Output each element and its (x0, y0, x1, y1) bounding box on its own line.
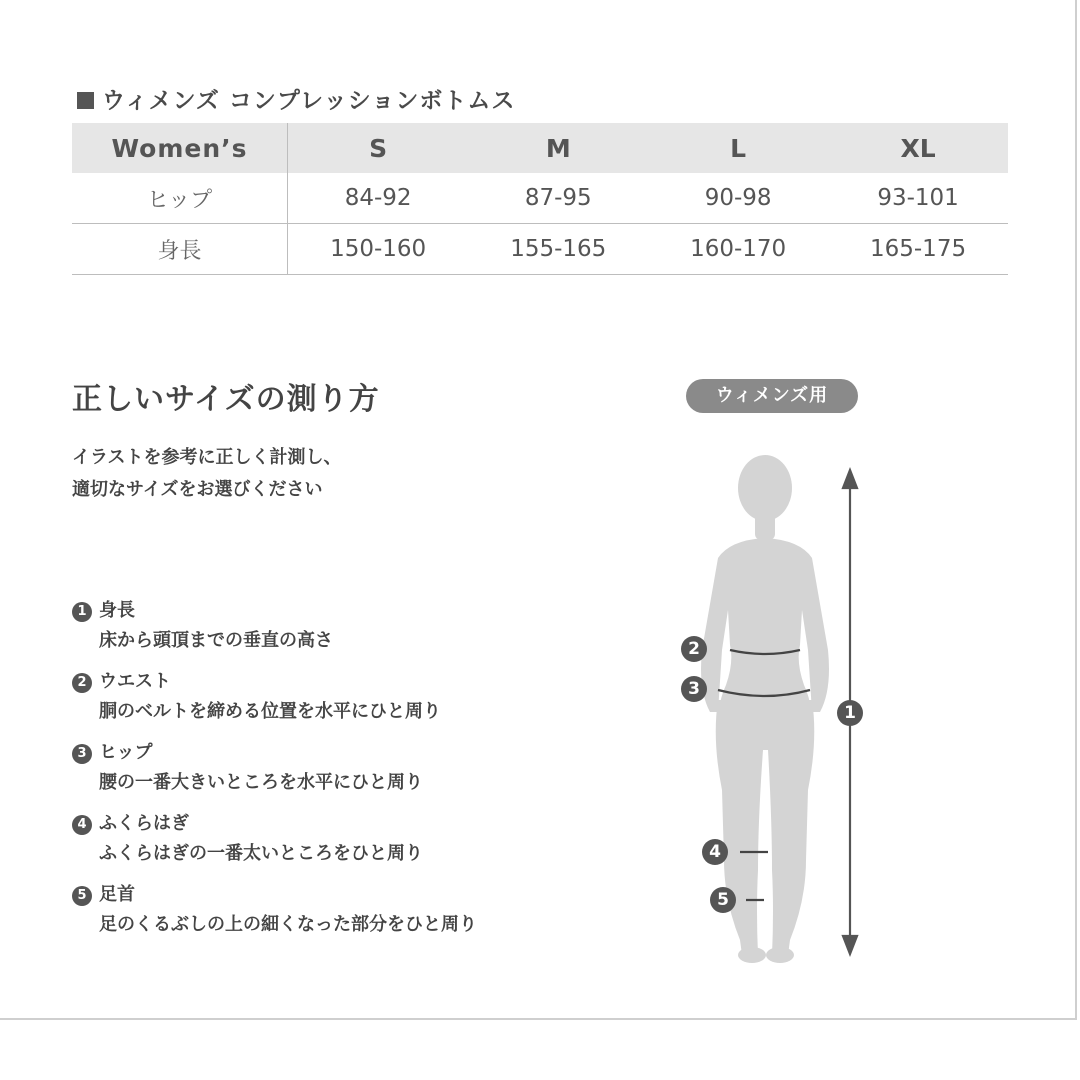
table-row-hip (72, 173, 1008, 224)
table-cell: 160-170 (690, 236, 787, 262)
step-description: ふくらはぎの一番太いところをひと周り (99, 843, 423, 864)
row-label-hip: ヒップ (72, 173, 288, 224)
product-title (77, 82, 515, 115)
womens-badge: ウィメンズ用 (686, 379, 858, 413)
step-number-icon: 2 (72, 673, 92, 693)
table-cell: 93-101 (877, 185, 959, 211)
step-label: ヒップ (99, 742, 153, 763)
product-title-text: ウィメンズ コンプレッションボトムス (102, 88, 516, 114)
step-hip (72, 738, 477, 809)
step-number-icon: 3 (72, 744, 92, 764)
female-silhouette-icon (660, 440, 920, 980)
header-cell-xl: XL (828, 123, 1008, 173)
callout-ankle-icon: 5 (710, 887, 736, 913)
table-row-height (72, 224, 1008, 275)
header-cell-s: S (288, 123, 469, 173)
callout-height-icon: 1 (837, 700, 863, 726)
step-description: 腰の一番大きいところを水平にひと周り (99, 772, 423, 793)
step-description: 足のくるぶしの上の細くなった部分をひと周り (99, 914, 477, 935)
step-ankle (72, 880, 477, 951)
howto-intro (72, 442, 341, 506)
table-cell: 90-98 (704, 185, 772, 211)
step-description: 床から頭頂までの垂直の高さ (99, 630, 333, 651)
size-table (72, 123, 1008, 275)
step-description: 胴のベルトを締める位置を水平にひと周り (99, 701, 441, 722)
header-cell-womens: Women’s (72, 123, 288, 173)
callout-waist-icon: 2 (681, 636, 707, 662)
measurement-steps (72, 596, 477, 951)
step-number-icon: 5 (72, 886, 92, 906)
step-label: 足首 (99, 884, 135, 905)
intro-line: イラストを参考に正しく計測し、 (72, 447, 342, 468)
header-cell-l: L (648, 123, 828, 173)
row-label-height: 身長 (72, 224, 288, 275)
step-height (72, 596, 477, 667)
body-measurement-figure (660, 440, 920, 980)
step-label: ウエスト (99, 671, 171, 692)
step-waist (72, 667, 477, 738)
table-header-row (72, 123, 1008, 173)
callout-calf-icon: 4 (702, 839, 728, 865)
table-cell: 155-165 (510, 236, 607, 262)
callout-hip-icon: 3 (681, 676, 707, 702)
table-cell: 165-175 (869, 236, 967, 262)
step-label: ふくらはぎ (99, 813, 189, 834)
step-label: 身長 (99, 600, 135, 621)
header-cell-m: M (468, 123, 648, 173)
step-calf (72, 809, 477, 880)
step-number-icon: 1 (72, 602, 92, 622)
table-cell: 150-160 (330, 236, 427, 262)
square-bullet-icon (77, 92, 94, 109)
step-number-icon: 4 (72, 815, 92, 835)
howto-title: 正しいサイズの測り方 (72, 382, 380, 417)
intro-line: 適切なサイズをお選びください (72, 479, 323, 500)
table-cell: 87-95 (524, 185, 592, 211)
table-cell: 84-92 (344, 185, 412, 211)
